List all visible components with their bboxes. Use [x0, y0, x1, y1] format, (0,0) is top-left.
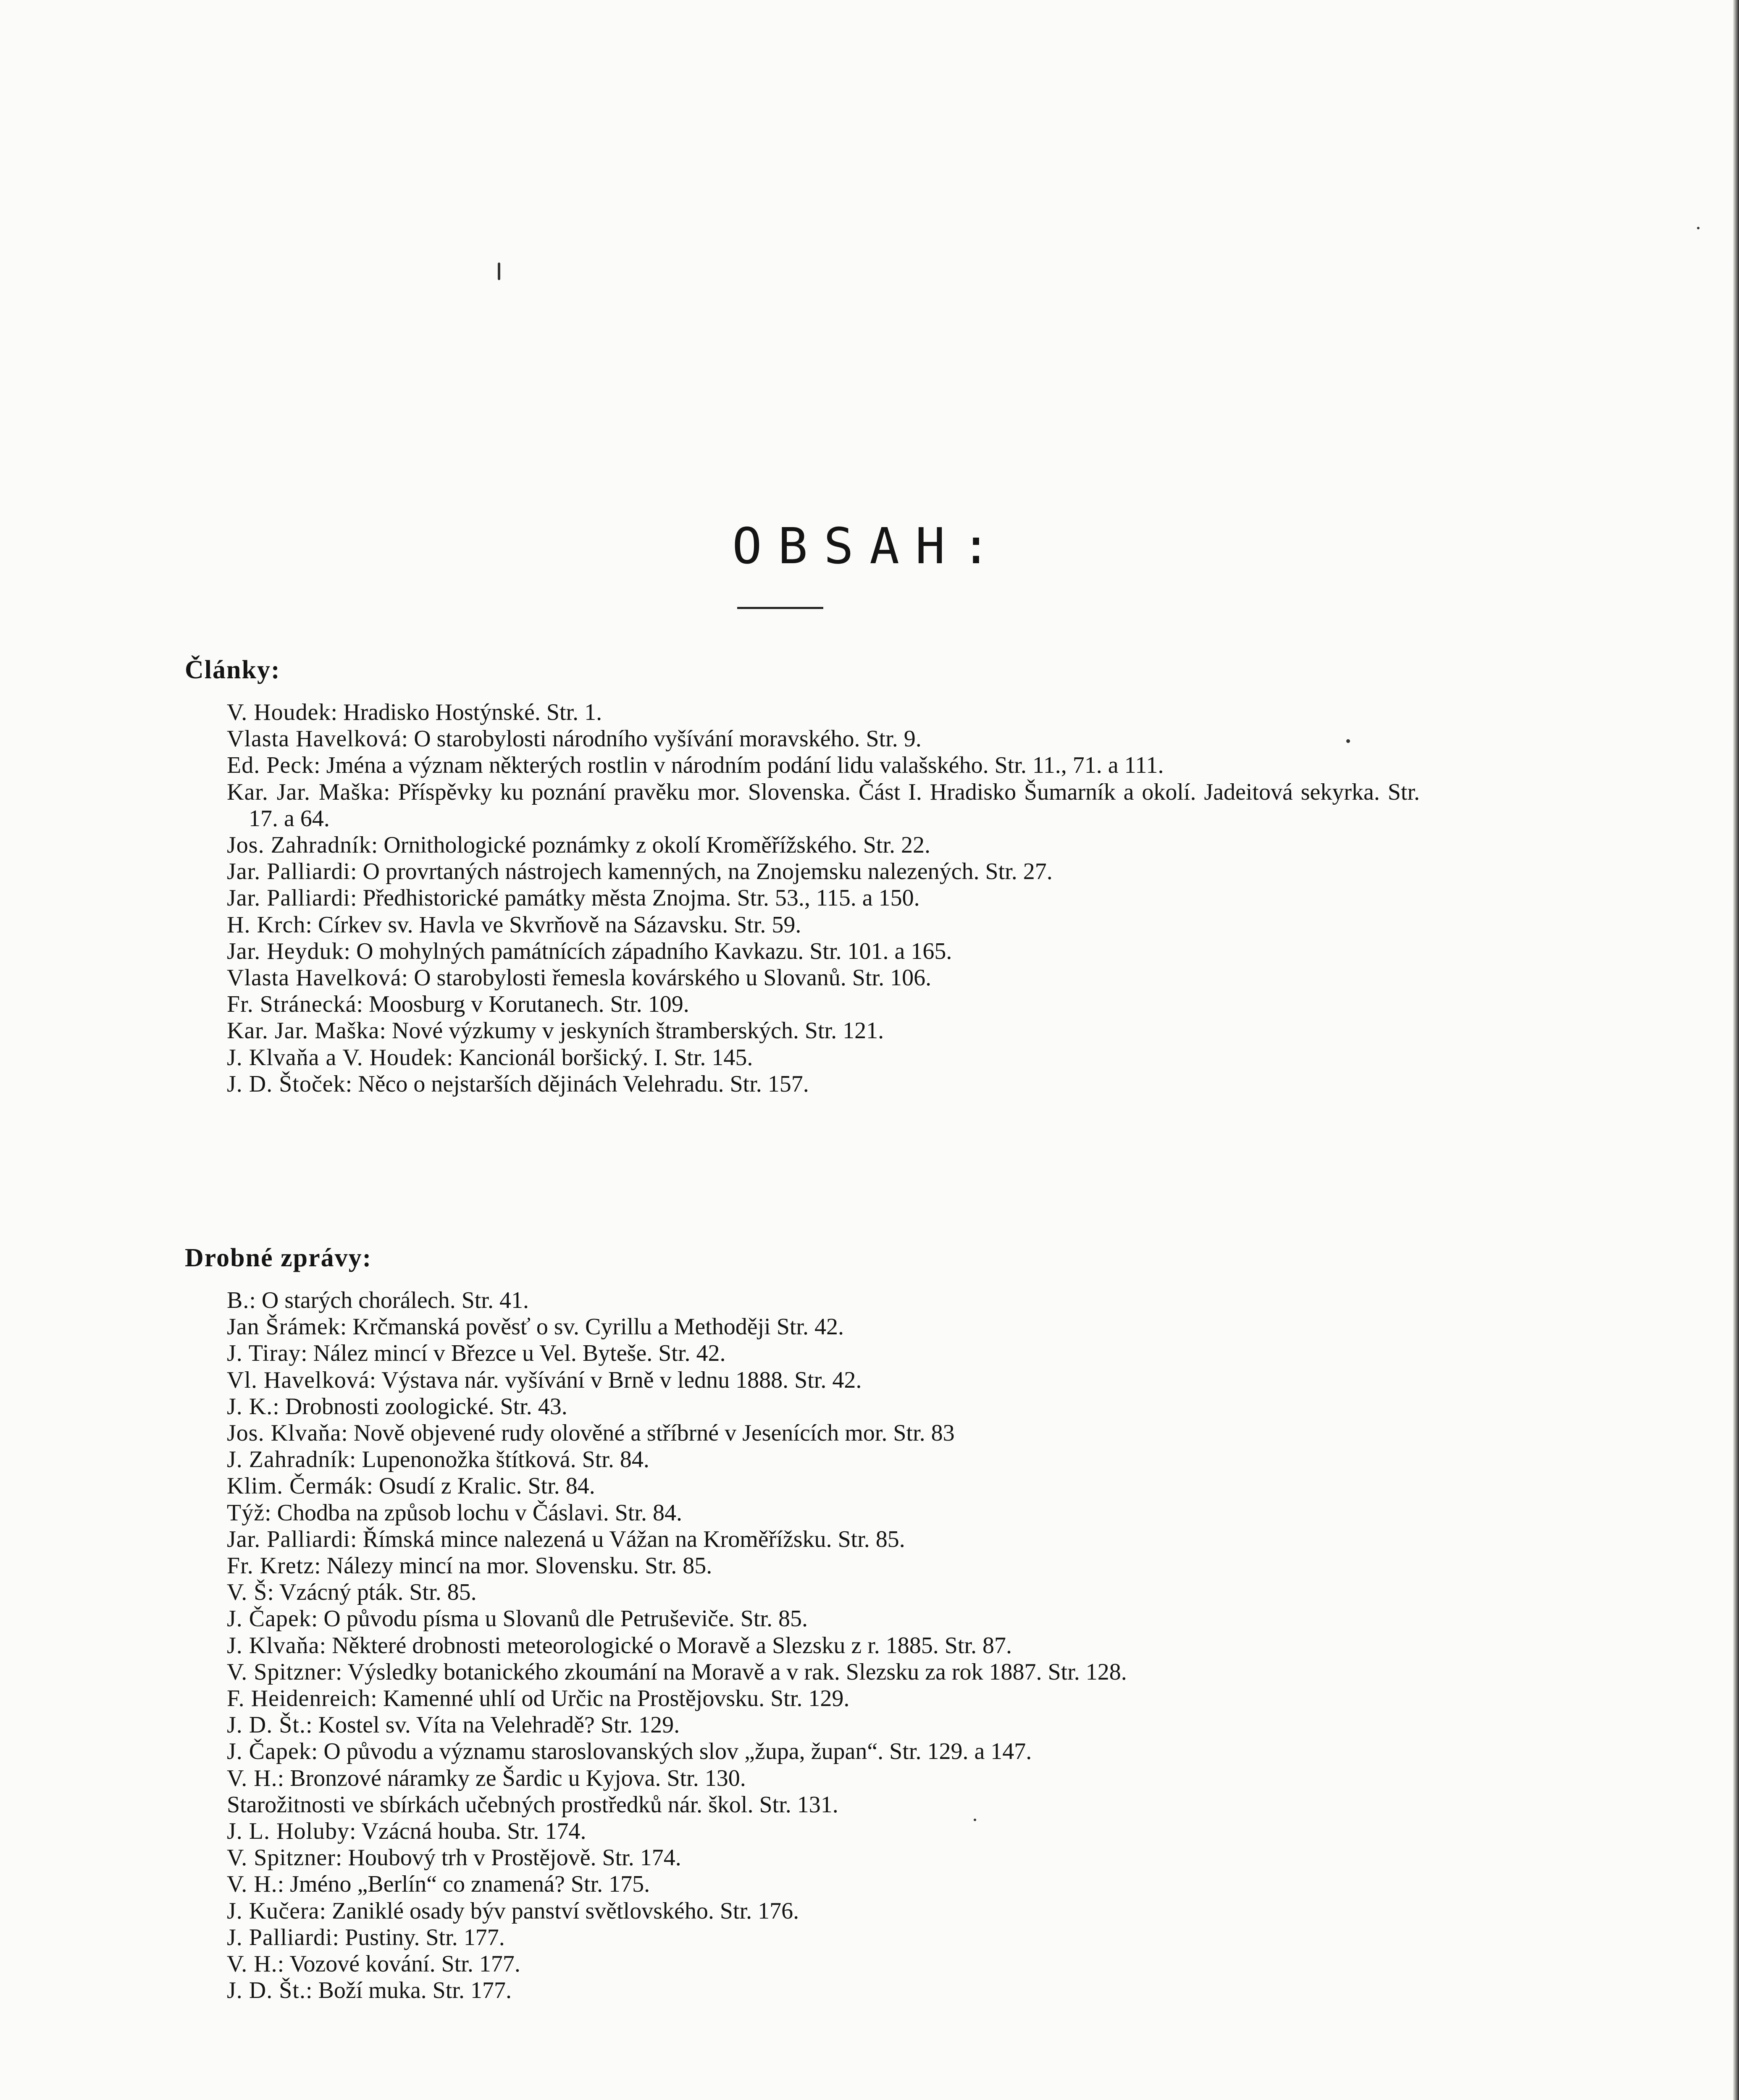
entry-author: Jar. Palliardi [227, 885, 350, 911]
list-item: J. D. Št.: Kostel sv. Víta na Velehradě? Str. 129. [227, 1712, 680, 1738]
entry-text: Jména a význam některých rostlin v národním podání lidu valašského. Str. 11., 71. a 111. [326, 752, 1164, 779]
entry-author: J. K. [227, 1393, 273, 1420]
list-item: J. Kučera: Zaniklé osady býv panství světlovského. Str. 176. [227, 1898, 799, 1924]
entry-text: Některé drobnosti meteorologické o Moravě a Slezsku z r. 1885. Str. 87. [332, 1632, 1012, 1659]
list-item: J. L. Holuby: Vzácná houba. Str. 174. [227, 1818, 586, 1845]
entry-author: Jar. Palliardi [227, 1526, 350, 1552]
entries-list-drobne-zpravy [227, 1287, 1420, 2004]
list-item: Jar. Palliardi: O provrtaných nástrojech kamenných, na Znojemsku nalezených. Str. 27. [227, 858, 1053, 885]
entry-text: Kamenné uhlí od Určic na Prostějovsku. Str. 129. [383, 1685, 850, 1712]
entry-text: Boží muka. Str. 177. [318, 1977, 512, 2004]
list-item: V. Houdek: Hradisko Hostýnské. Str. 1. [227, 699, 602, 725]
list-item: J. Klvaňa a V. Houdek: Kancionál boršický. I. Str. 145. [227, 1044, 753, 1071]
list-item: J. Palliardi: Pustiny. Str. 177. [227, 1924, 505, 1950]
entry-author: J. Čapek [227, 1606, 311, 1632]
entry-author: Ed. Peck [227, 752, 314, 779]
list-item: Jar. Palliardi: Římská mince nalezená u Vážan na Kroměřížsku. Str. 85. [227, 1526, 905, 1552]
title-underline [737, 607, 823, 609]
entry-text: Kostel sv. Víta na Velehradě? Str. 129. [318, 1712, 680, 1738]
entry-text: Bronzové náramky ze Šardic u Kyjova. Str. 130. [290, 1765, 746, 1791]
list-item: F. Heidenreich: Kamenné uhlí od Určic na Prostějovsku. Str. 129. [227, 1685, 850, 1712]
section-heading-clanky: Články: [185, 656, 281, 684]
entry-text: Osudí z Kralic. Str. 84. [378, 1473, 595, 1499]
entry-text: Předhistorické památky města Znojma. Str. 53., 115. a 150. [363, 885, 920, 911]
entry-text: Jméno „Berlín“ co znamená? Str. 175. [290, 1871, 650, 1898]
entry-author: Vl. Havelková [227, 1367, 370, 1393]
list-item [227, 1792, 1420, 1818]
entry-author: J. Čapek [227, 1738, 311, 1765]
entry-text: Hradisko Hostýnské. Str. 1. [343, 699, 602, 725]
list-item: H. Krch: Církev sv. Havla ve Skvrňově na Sázavsku. Str. 59. [227, 911, 801, 938]
entry-text: O mohylných památnících západního Kavkazu. Str. 101. a 165. [356, 938, 952, 964]
entry-text: Pustiny. Str. 177. [345, 1924, 505, 1950]
entry-author: V. Houdek [227, 699, 331, 725]
list-item: Vlasta Havelková: O starobylosti řemesla kovárského u Slovanů. Str. 106. [227, 965, 932, 991]
entry-author: J. Klvaňa a V. Houdek [227, 1044, 447, 1071]
entry-author: V. Spitzner [227, 1845, 336, 1871]
entry-text: Římská mince nalezená u Vážan na Kroměřížsku. Str. 85. [363, 1526, 905, 1552]
entry-text: Příspěvky ku poznání pravěku mor. Slovenska. Část I. Hradisko Šumarník a okolí. Jadeitová sekyrka. Str. 17. a 64. [249, 779, 1420, 832]
entry-author: Jos. Klvaňa [227, 1420, 341, 1446]
list-item: B.: O starých chorálech. Str. 41. [227, 1287, 529, 1313]
list-item: Jar. Palliardi: Předhistorické památky města Znojma. Str. 53., 115. a 150. [227, 885, 920, 911]
entry-author: F. Heidenreich [227, 1685, 371, 1712]
entry-author: Fr. Kretz [227, 1553, 315, 1579]
entry-text: O původu písma u Slovanů dle Petruševiče. Str. 85. [323, 1606, 808, 1632]
list-item: V. Spitzner: Výsledky botanického zkoumání na Moravě a v rak. Slezsku za rok 1887. Str. 128. [227, 1659, 1127, 1685]
list-item: V. H.: Bronzové náramky ze Šardic u Kyjova. Str. 130. [227, 1765, 746, 1791]
list-item: J. D. Štoček: Něco o nejstarších dějinách Velehradu. Str. 157. [227, 1071, 809, 1097]
entry-author: J. L. Holuby [227, 1818, 349, 1845]
entry-text: O starých chorálech. Str. 41. [261, 1287, 529, 1313]
entry-text: Lupenonožka štítková. Str. 84. [362, 1446, 649, 1473]
entry-text: Drobnosti zoologické. Str. 43. [285, 1393, 567, 1420]
entry-text: Krčmanská pověsť o sv. Cyrillu a Methoději Str. 42. [352, 1314, 844, 1340]
list-item: Týž: Chodba na způsob lochu v Čáslavi. Str. 84. [227, 1499, 682, 1526]
entry-text: Výsledky botanického zkoumání na Moravě a v rak. Slezsku za rok 1887. Str. 128. [347, 1659, 1127, 1685]
entry-author: Fr. Stránecká [227, 991, 357, 1018]
entry-author: V. Š [227, 1579, 268, 1606]
entry-author: Vlasta Havelková [227, 965, 402, 991]
entry-text: O starobylosti národního vyšívání moravského. Str. 9. [414, 726, 922, 752]
list-item: Fr. Kretz: Nálezy mincí na mor. Slovensku. Str. 85. [227, 1553, 712, 1579]
list-item: Jan Šrámek: Krčmanská pověsť o sv. Cyrillu a Methoději Str. 42. [227, 1314, 844, 1340]
list-item: Jar. Heyduk: O mohylných památnících západního Kavkazu. Str. 101. a 165. [227, 938, 952, 964]
list-item: J. K.: Drobnosti zoologické. Str. 43. [227, 1393, 567, 1420]
entry-text: Nálezy mincí na mor. Slovensku. Str. 85. [326, 1553, 712, 1579]
list-item: V. Š: Vzácný pták. Str. 85. [227, 1579, 477, 1606]
list-item: J. Tiray: Nález mincí v Březce u Vel. Byteše. Str. 42. [227, 1340, 726, 1367]
entry-text: Zaniklé osady býv panství světlovského. Str. 176. [332, 1898, 799, 1924]
entry-text: Církev sv. Havla ve Skvrňově na Sázavsku. Str. 59. [318, 911, 801, 938]
list-item: V. Spitzner: Houbový trh v Prostějově. Str. 174. [227, 1845, 681, 1871]
entry-text: Kancionál boršický. I. Str. 145. [459, 1044, 753, 1071]
print-speck [498, 262, 500, 280]
entry-author: J. D. Štoček [227, 1071, 346, 1097]
print-speck [1697, 227, 1700, 229]
entry-text: Výstava nár. vyšívání v Brně v lednu 1888. Str. 42. [381, 1367, 862, 1393]
list-item: Kar. Jar. Maška: Příspěvky ku poznání pravěku mor. Slovenska. Část I. Hradisko Šumarník a okolí. Jadeitová sekyrka. Str. 17. a 64. [227, 779, 1420, 832]
list-item: J. D. Št.: Boží muka. Str. 177. [227, 1977, 512, 2004]
entry-text: Chodba na způsob lochu v Čáslavi. Str. 84. [277, 1499, 682, 1526]
entry-text: O provrtaných nástrojech kamenných, na Znojemsku nalezených. Str. 27. [363, 858, 1053, 885]
entry-author: J. D. Št. [227, 1977, 306, 2004]
entry-author: Jan Šrámek [227, 1314, 340, 1340]
entry-text: O starobylosti řemesla kovárského u Slovanů. Str. 106. [414, 965, 932, 991]
list-item: J. Klvaňa: Některé drobnosti meteorologické o Moravě a Slezsku z r. 1885. Str. 87. [227, 1632, 1012, 1659]
list-item: V. H.: Jméno „Berlín“ co znamená? Str. 175. [227, 1871, 650, 1898]
entry-author: V. H. [227, 1951, 278, 1977]
entry-text: Něco o nejstarších dějinách Velehradu. Str. 157. [358, 1071, 809, 1097]
entry-text: Nové výzkumy v jeskyních štramberských. Str. 121. [391, 1018, 884, 1044]
entry-text: Vzácná houba. Str. 174. [361, 1818, 586, 1845]
list-item: Kar. Jar. Maška: Nové výzkumy v jeskyních štramberských. Str. 121. [227, 1018, 884, 1044]
entry-text: Vzácný pták. Str. 85. [279, 1579, 477, 1606]
entry-text: Vozové kování. Str. 177. [289, 1951, 520, 1977]
entry-author: J. D. Št. [227, 1712, 306, 1738]
entry-text: O původu a významu staroslovanských slov „župa, župan“. Str. 129. a 147. [323, 1738, 1032, 1765]
entry-author: Jos. Zahradník [227, 832, 371, 858]
entry-author: J. Palliardi [227, 1924, 333, 1950]
entry-author: V. H. [227, 1765, 278, 1791]
entry-text: Starožitnosti ve sbírkách učebných prostředků nár. škol. Str. 131. [227, 1791, 838, 1818]
list-item: Vl. Havelková: Výstava nár. vyšívání v Brně v lednu 1888. Str. 42. [227, 1367, 862, 1393]
section-heading-drobne-zpravy: Drobné zprávy: [185, 1244, 372, 1272]
list-item: J. Zahradník: Lupenonožka štítková. Str. 84. [227, 1446, 649, 1473]
entry-text: Nově objevené rudy olověné a stříbrné v Jesenících mor. Str. 83 [353, 1420, 955, 1446]
list-item: J. Čapek: O původu a významu staroslovanských slov „župa, župan“. Str. 129. a 147. [227, 1738, 1032, 1765]
entry-author: Klim. Čermák [227, 1473, 367, 1499]
list-item: Ed. Peck: Jména a význam některých rostlin v národním podání lidu valašského. Str. 11., 71. a 111. [227, 752, 1164, 779]
entry-author: V. H. [227, 1871, 278, 1898]
entry-author: Vlasta Havelková [227, 726, 402, 752]
list-item: V. H.: Vozové kování. Str. 177. [227, 1951, 520, 1977]
entry-author: J. Zahradník [227, 1446, 349, 1473]
entry-author: Týž [227, 1499, 265, 1526]
entries-list-clanky [227, 699, 1420, 1097]
entry-author: J. Kučera [227, 1898, 320, 1924]
entry-author: J. Tiray [227, 1340, 301, 1367]
list-item: Fr. Stránecká: Moosburg v Korutanech. Str. 109. [227, 991, 689, 1018]
page-title: OBSAH: [732, 517, 1007, 575]
list-item: J. Čapek: O původu písma u Slovanů dle Petruševiče. Str. 85. [227, 1606, 808, 1632]
entry-author: B. [227, 1287, 250, 1313]
entry-author: Jar. Palliardi [227, 858, 350, 885]
entry-author: Jar. Heyduk [227, 938, 344, 964]
entry-author: Kar. Jar. Maška [227, 779, 384, 805]
entry-text: Moosburg v Korutanech. Str. 109. [369, 991, 689, 1018]
page-edge-shadow [1733, 0, 1739, 2100]
entry-text: Houbový trh v Prostějově. Str. 174. [348, 1845, 681, 1871]
entry-author: J. Klvaňa [227, 1632, 320, 1659]
list-item: Klim. Čermák: Osudí z Kralic. Str. 84. [227, 1473, 595, 1499]
list-item: Jos. Zahradník: Ornithologické poznámky z okolí Kroměřížského. Str. 22. [227, 832, 931, 858]
entry-text: Ornithologické poznámky z okolí Kroměřížského. Str. 22. [384, 832, 931, 858]
list-item: Jos. Klvaňa: Nově objevené rudy olověné a stříbrné v Jesenících mor. Str. 83 [227, 1420, 955, 1446]
entry-author: Kar. Jar. Maška [227, 1018, 380, 1044]
entry-author: H. Krch [227, 911, 306, 938]
entry-text: Nález mincí v Březce u Vel. Byteše. Str. 42. [313, 1340, 726, 1367]
entry-author: V. Spitzner [227, 1659, 336, 1685]
list-item: Vlasta Havelková: O starobylosti národního vyšívání moravského. Str. 9. [227, 726, 922, 752]
